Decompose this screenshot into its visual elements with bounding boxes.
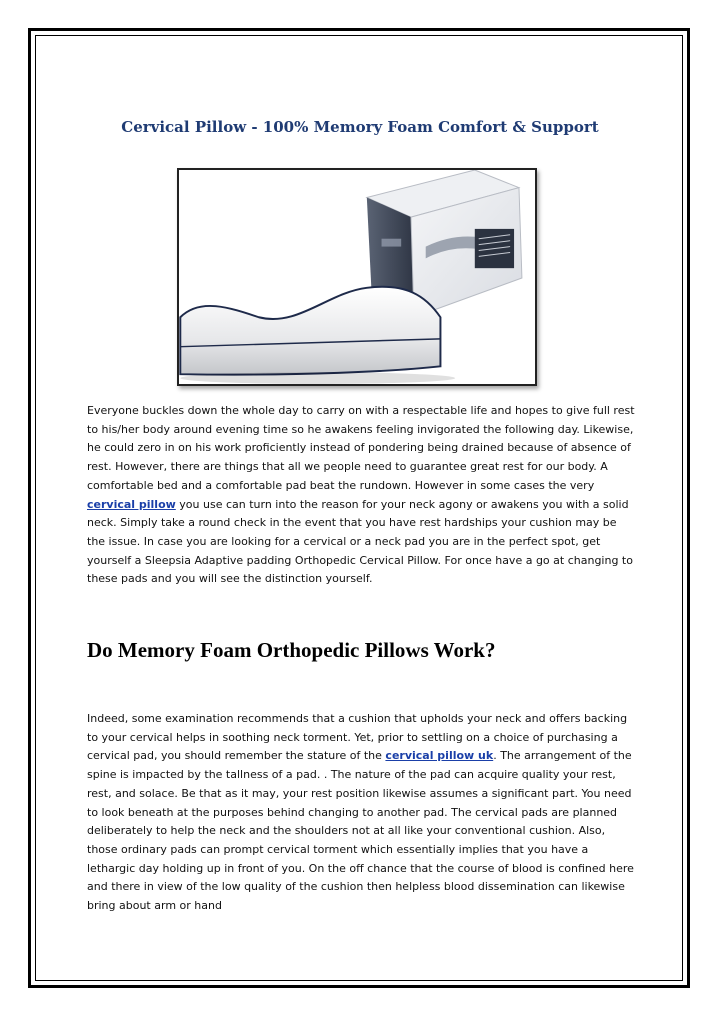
intro-paragraph bbox=[87, 402, 635, 589]
intro-paragraph-text-start: Everyone buckles down the whole day to carry on with a respectable life and hopes to give full rest to his/her body around evening time so he awakens feeling invigorated the following day. Likewise, he could zero in on his work proficiently instead of pondering being drained because of absence of rest. However, there are things that all we people need to guarantee great rest for our body. A comfortable bed and a comfortable pad beat the rundown. However in some cases the very bbox=[87, 404, 635, 492]
section-heading: Do Memory Foam Orthopedic Pillows Work? bbox=[87, 638, 496, 662]
body-paragraph-text-start: Indeed, some examination recommends that a cushion that upholds your neck and offers backing to your cervical helps in soothing neck torment. Yet, prior to settling on a choice of purchasing a cervical pad, you should remember the stature of the bbox=[87, 712, 628, 763]
product-image bbox=[177, 168, 537, 386]
body-paragraph bbox=[87, 710, 635, 916]
cervical-pillow-link[interactable]: cervical pillow bbox=[87, 497, 176, 511]
document-title: Cervical Pillow - 100% Memory Foam Comfort & Support bbox=[121, 118, 599, 136]
cervical-pillow-uk-link[interactable]: cervical pillow uk bbox=[385, 749, 494, 763]
pillow-and-box-illustration bbox=[179, 170, 535, 384]
intro-paragraph-text-end: you use can turn into the reason for your neck agony or awakens you with a solid neck. Simply take a round check in the event that you have rest hardships your cushion may be the issue. In case you are looking for a cervical or a neck pad you are in the perfect spot, get yourself a Sleepsia Adaptive padding Orthopedic Cervical Pillow. For once have a go at changing to these pads and you will see the distinction yourself. bbox=[87, 497, 633, 586]
body-paragraph-text-end: . The arrangement of the spine is impacted by the tallness of a pad. . The nature of the pad can acquire quality your rest, rest, and solace. Be that as it may, your rest position likewise assumes a significant part. You need to look beneath at the purposes behind changing to another pad. The cervical pads are planned deliberately to help the neck and the shoulders not at all like your conventional cushion. Also, those ordinary pads can prompt cervical torment which essentially implies that you have a lethargic day holding up in front of you. On the off chance that the course of blood is confined here and there in view of the low quality of the cushion then helpless blood dissemination can likewise bring about arm or hand bbox=[87, 749, 634, 913]
